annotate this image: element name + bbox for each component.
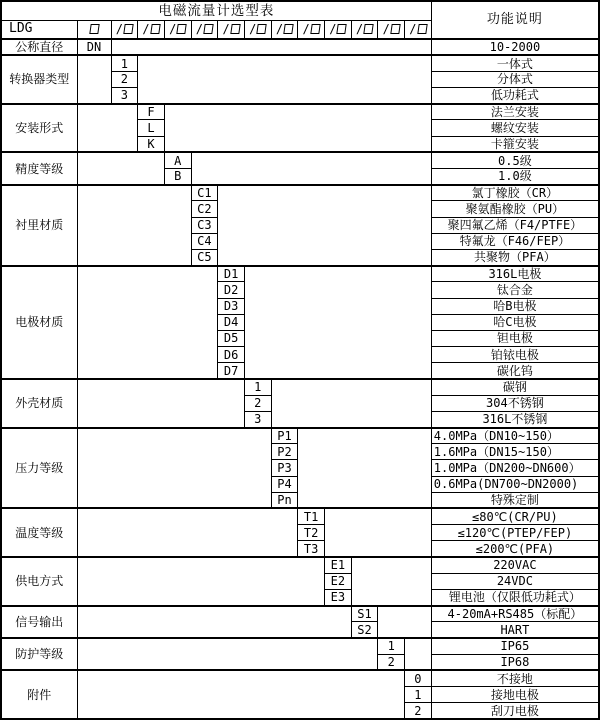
empty-span-right xyxy=(218,185,432,266)
option-desc: 24VDC xyxy=(431,573,599,589)
option-code: 2 xyxy=(244,395,271,411)
empty-span-right xyxy=(378,606,431,638)
page-title: 电磁流量计选型表 xyxy=(1,1,431,20)
option-code: 0 xyxy=(405,670,432,686)
option-code: T2 xyxy=(298,525,325,541)
slash-separator: / xyxy=(195,22,204,37)
option-code: 3 xyxy=(111,88,138,104)
option-desc: 螺纹安装 xyxy=(431,120,599,136)
code-slot xyxy=(271,20,298,39)
model-prefix: LDG xyxy=(1,20,77,39)
code-slot xyxy=(191,20,218,39)
option-code: 1 xyxy=(378,638,405,654)
option-desc: 4-20mA+RS485（标配） xyxy=(431,606,599,622)
option-code: S2 xyxy=(351,622,378,638)
code-slot xyxy=(138,20,165,39)
option-desc: 刮刀电极 xyxy=(431,703,599,719)
empty-span-right xyxy=(244,266,431,379)
option-desc: 220VAC xyxy=(431,557,599,573)
empty-span-left xyxy=(77,55,111,104)
option-code: F xyxy=(138,104,165,120)
option-code: E3 xyxy=(325,589,352,605)
option-desc: 聚四氟乙烯（F4/PTFE） xyxy=(431,217,599,233)
empty-span-right xyxy=(164,104,431,153)
option-desc: 碳化钨 xyxy=(431,363,599,379)
option-code: 3 xyxy=(244,411,271,427)
option-desc: 1.0级 xyxy=(431,169,599,185)
empty-span-left xyxy=(77,152,164,184)
empty-span-right xyxy=(271,379,431,428)
empty-span-right xyxy=(351,557,431,606)
checkbox-icon xyxy=(123,24,133,34)
option-desc: ≤200℃(PFA) xyxy=(431,541,599,557)
group-label: 供电方式 xyxy=(1,557,77,606)
code-slot xyxy=(405,20,432,39)
option-desc: 特殊定制 xyxy=(431,492,599,508)
option-code: A xyxy=(164,152,191,168)
option-row xyxy=(1,606,599,622)
option-row xyxy=(1,104,599,120)
option-code: D3 xyxy=(218,298,245,314)
option-code: P3 xyxy=(271,460,298,476)
empty-span-right xyxy=(111,39,431,55)
option-code: D1 xyxy=(218,266,245,282)
option-code: 2 xyxy=(378,654,405,670)
option-code: 1 xyxy=(111,55,138,71)
option-desc: 锂电池（仅限低功耗式） xyxy=(431,589,599,605)
option-row xyxy=(1,266,599,282)
empty-span-right xyxy=(325,508,432,557)
checkbox-icon xyxy=(363,24,373,34)
option-code: C1 xyxy=(191,185,218,201)
slash-separator: / xyxy=(355,22,364,37)
group-label: 电极材质 xyxy=(1,266,77,379)
option-desc: 1.0MPa（DN200~DN600） xyxy=(431,460,599,476)
option-code: D5 xyxy=(218,330,245,346)
slash-separator: / xyxy=(115,22,123,37)
option-code: K xyxy=(138,136,165,152)
option-desc: ≤80℃(CR/PU) xyxy=(431,508,599,524)
option-code: P4 xyxy=(271,476,298,492)
option-code: C2 xyxy=(191,201,218,217)
option-desc: 分体式 xyxy=(431,71,599,87)
option-desc: 共聚物（PFA） xyxy=(431,249,599,265)
option-desc: 氯丁橡胶（CR） xyxy=(431,185,599,201)
option-row xyxy=(1,638,599,654)
option-desc: 304不锈钢 xyxy=(431,395,599,411)
option-desc: 接地电极 xyxy=(431,687,599,703)
option-desc: 哈C电极 xyxy=(431,314,599,330)
slash-separator: / xyxy=(249,22,257,37)
checkbox-icon xyxy=(203,24,213,34)
option-code: C5 xyxy=(191,249,218,265)
group-label: 温度等级 xyxy=(1,508,77,557)
option-desc: 316L不锈钢 xyxy=(431,411,599,427)
option-desc: 10-2000 xyxy=(431,39,599,55)
option-desc: 钛合金 xyxy=(431,282,599,298)
group-label: 附件 xyxy=(1,670,77,719)
checkbox-icon xyxy=(150,24,160,34)
option-desc: 铂铱电极 xyxy=(431,347,599,363)
slash-separator: / xyxy=(222,22,230,37)
option-code: E1 xyxy=(325,557,352,573)
code-slot xyxy=(164,20,191,39)
option-desc: 钽电极 xyxy=(431,330,599,346)
code-slot xyxy=(351,20,378,39)
selection-table-body xyxy=(1,1,599,719)
code-slot xyxy=(298,20,325,39)
slash-separator: / xyxy=(382,22,390,37)
option-row xyxy=(1,557,599,573)
option-desc: ≤120℃(PTEP/FEP) xyxy=(431,525,599,541)
option-desc: 碳钢 xyxy=(431,379,599,395)
option-code: 1 xyxy=(405,687,432,703)
option-desc: 低功耗式 xyxy=(431,88,599,104)
option-code: P1 xyxy=(271,428,298,444)
group-label: 压力等级 xyxy=(1,428,77,509)
option-row xyxy=(1,508,599,524)
checkbox-icon xyxy=(89,24,99,34)
code-slot xyxy=(218,20,245,39)
option-code: P2 xyxy=(271,444,298,460)
checkbox-icon xyxy=(337,24,347,34)
option-code: 2 xyxy=(111,71,138,87)
group-label: 转换器类型 xyxy=(1,55,77,104)
empty-span-left xyxy=(77,638,378,670)
slash-separator: / xyxy=(142,22,150,37)
empty-span-left xyxy=(77,104,138,153)
slash-separator: / xyxy=(169,22,177,37)
option-desc: 卡箍安装 xyxy=(431,136,599,152)
group-label: 公称直径 xyxy=(1,39,77,55)
option-desc: HART xyxy=(431,622,599,638)
title-row xyxy=(1,1,599,20)
empty-span-right xyxy=(138,55,432,104)
option-code: S1 xyxy=(351,606,378,622)
code-slot xyxy=(378,20,405,39)
empty-span-left xyxy=(77,606,351,638)
option-code: T1 xyxy=(298,508,325,524)
group-label: 安装形式 xyxy=(1,104,77,153)
empty-span-left xyxy=(77,428,271,509)
code-slot xyxy=(111,20,138,39)
group-label: 衬里材质 xyxy=(1,185,77,266)
option-code: B xyxy=(164,169,191,185)
checkbox-icon xyxy=(257,24,267,34)
option-code: D4 xyxy=(218,314,245,330)
option-desc: 0.5级 xyxy=(431,152,599,168)
checkbox-icon xyxy=(283,24,293,34)
checkbox-icon xyxy=(390,24,400,34)
slash-separator: / xyxy=(302,22,310,37)
function-column-header: 功能说明 xyxy=(431,1,599,39)
option-row xyxy=(1,428,599,444)
checkbox-icon xyxy=(310,24,320,34)
empty-span-right xyxy=(298,428,431,509)
option-desc: 一体式 xyxy=(431,55,599,71)
checkbox-icon xyxy=(230,24,240,34)
option-code: T3 xyxy=(298,541,325,557)
slash-separator: / xyxy=(329,22,337,37)
group-label: 外壳材质 xyxy=(1,379,77,428)
option-code: D6 xyxy=(218,347,245,363)
empty-span-left xyxy=(77,266,218,379)
group-label: 信号输出 xyxy=(1,606,77,638)
option-desc: 法兰安装 xyxy=(431,104,599,120)
option-desc: 1.6MPa（DN15~150） xyxy=(431,444,599,460)
option-row xyxy=(1,670,599,686)
option-desc: 特氟龙（F46/FEP） xyxy=(431,233,599,249)
option-desc: 不接地 xyxy=(431,670,599,686)
checkbox-icon xyxy=(177,24,187,34)
option-code: L xyxy=(138,120,165,136)
empty-span-left xyxy=(77,379,244,428)
option-row xyxy=(1,39,599,55)
option-code: Pn xyxy=(271,492,298,508)
option-code: 1 xyxy=(244,379,271,395)
option-desc: IP65 xyxy=(431,638,599,654)
code-slot xyxy=(77,20,111,39)
option-desc: IP68 xyxy=(431,654,599,670)
option-code: 2 xyxy=(405,703,432,719)
option-row xyxy=(1,55,599,71)
option-desc: 0.6MPa(DN700~DN2000) xyxy=(431,476,599,492)
code-slot xyxy=(244,20,271,39)
option-code: E2 xyxy=(325,573,352,589)
checkbox-icon xyxy=(417,24,427,34)
slash-separator: / xyxy=(275,22,284,37)
empty-span-left xyxy=(77,185,191,266)
option-code: D2 xyxy=(218,282,245,298)
empty-span-left xyxy=(77,670,405,719)
empty-span-right xyxy=(191,152,431,184)
empty-span-left xyxy=(77,508,298,557)
option-desc: 聚氨酯橡胶（PU） xyxy=(431,201,599,217)
option-code: DN xyxy=(77,39,111,55)
empty-span-right xyxy=(405,638,432,670)
group-label: 防护等级 xyxy=(1,638,77,670)
option-row xyxy=(1,379,599,395)
option-code: C4 xyxy=(191,233,218,249)
option-row xyxy=(1,185,599,201)
option-desc: 哈B电极 xyxy=(431,298,599,314)
code-slot xyxy=(325,20,352,39)
option-desc: 316L电极 xyxy=(431,266,599,282)
option-desc: 4.0MPa（DN10~150） xyxy=(431,428,599,444)
option-row xyxy=(1,152,599,168)
group-label: 精度等级 xyxy=(1,152,77,184)
option-code: C3 xyxy=(191,217,218,233)
empty-span-left xyxy=(77,557,325,606)
slash-separator: / xyxy=(409,22,417,37)
option-code: D7 xyxy=(218,363,245,379)
